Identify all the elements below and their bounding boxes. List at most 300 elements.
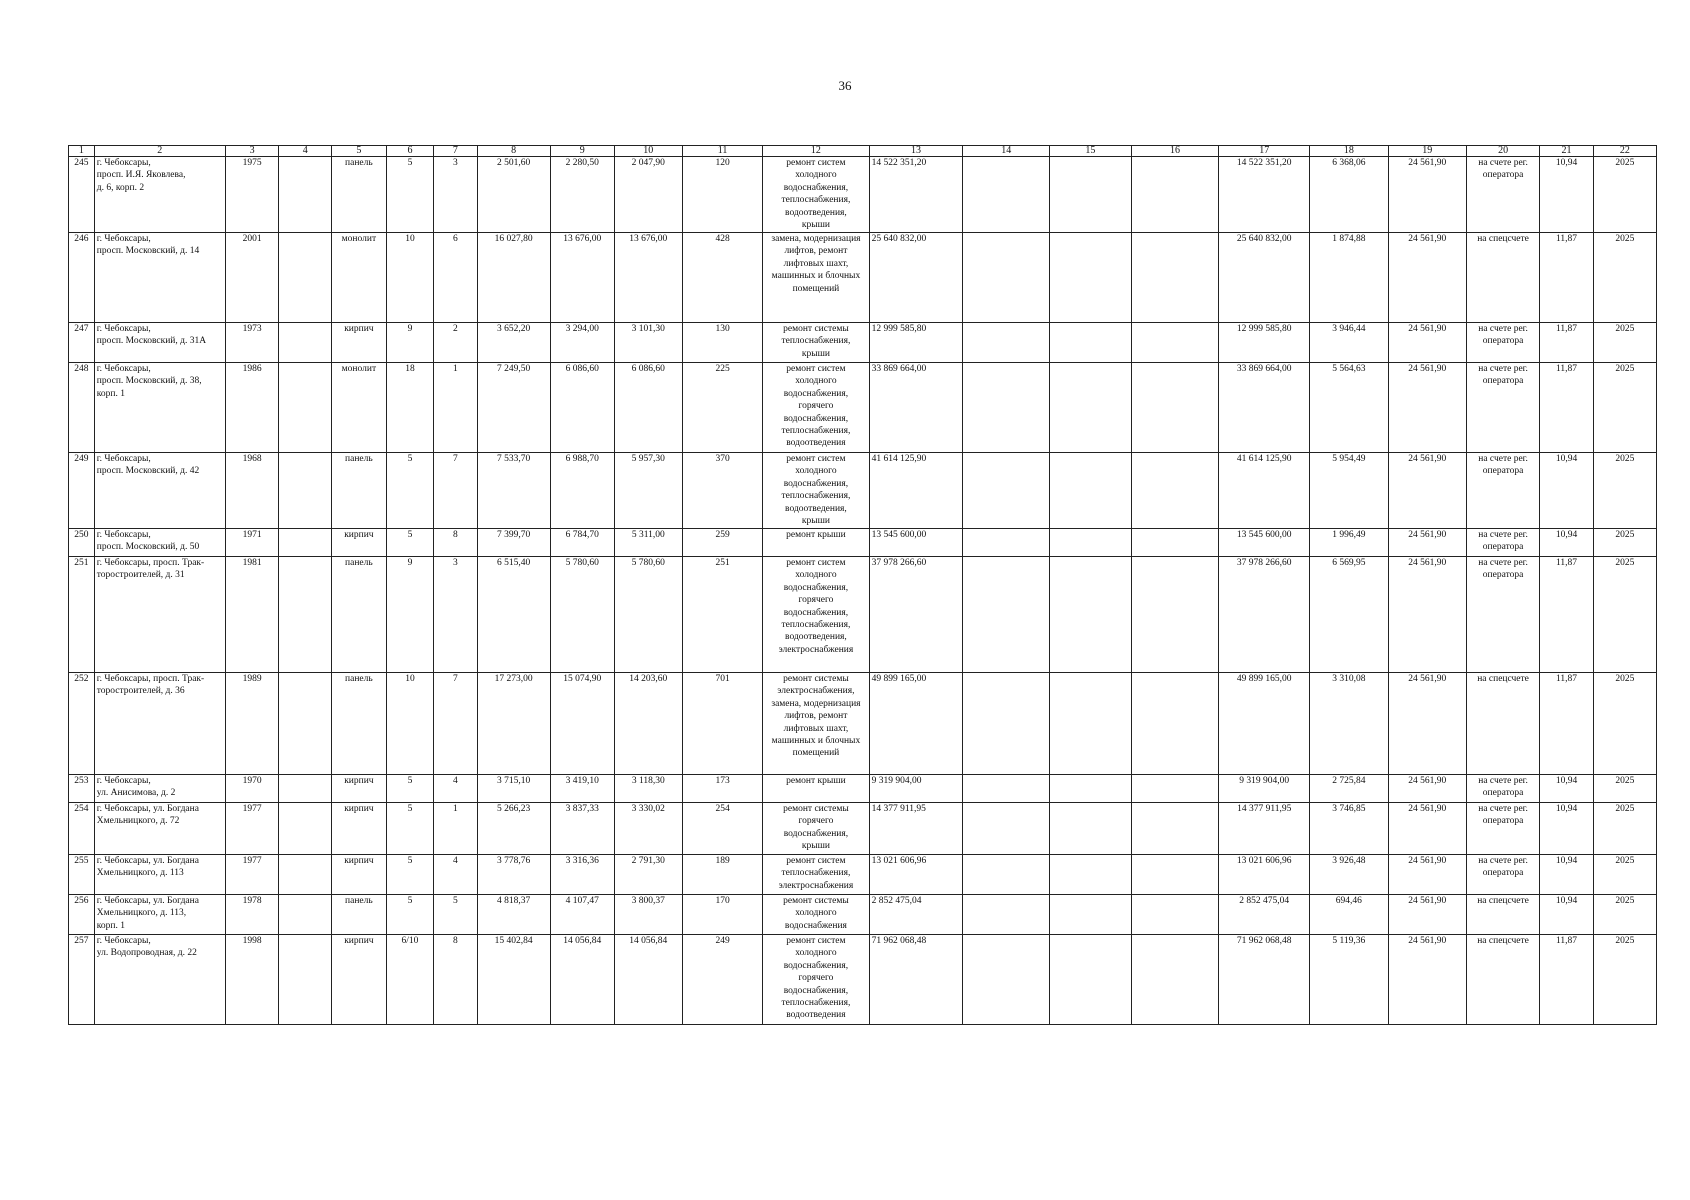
cell-entrances: 3 bbox=[434, 557, 477, 673]
cell-total-cost: 14 377 911,95 bbox=[869, 803, 963, 855]
column-number-10: 10 bbox=[614, 146, 682, 157]
cell-address: г. Чебоксары, просп. Московский, д. 42 bbox=[94, 453, 225, 529]
cell-planned-year: 2025 bbox=[1593, 557, 1656, 673]
cell-planned-year: 2025 bbox=[1593, 453, 1656, 529]
cell-works-list: ремонт систем холодного водоснабжения, теплоснабжения, водоотведения, крыши bbox=[763, 453, 869, 529]
cell-col-15 bbox=[1050, 673, 1132, 775]
cell-row-number: 251 bbox=[69, 557, 95, 673]
cell-residents: 130 bbox=[682, 323, 762, 363]
cell-planned-year: 2025 bbox=[1593, 895, 1656, 935]
cell-address: г. Чебоксары, просп. Трак- тоpостроителей, д. 31 bbox=[94, 557, 225, 673]
cell-max-unit-cost: 24 561,90 bbox=[1388, 453, 1466, 529]
column-number-4: 4 bbox=[279, 146, 332, 157]
cell-row-number: 246 bbox=[69, 233, 95, 323]
table-row bbox=[69, 233, 1657, 323]
column-number-8: 8 bbox=[477, 146, 550, 157]
cell-works-list: ремонт систем холодного водоснабжения, горячего водоснабжения, теплоснабжения, водоотведения bbox=[763, 363, 869, 453]
cell-build-year: 1975 bbox=[225, 157, 279, 233]
cell-wall-material: кирпич bbox=[332, 775, 387, 803]
cell-unit-cost: 3 926,48 bbox=[1310, 855, 1388, 895]
cell-works-list: ремонт крыши bbox=[763, 529, 869, 557]
cell-residential-area: 2 047,90 bbox=[614, 157, 682, 233]
cell-floors: 5 bbox=[386, 157, 433, 233]
cell-col-16 bbox=[1131, 775, 1219, 803]
cell-col-15 bbox=[1050, 803, 1132, 855]
cell-max-unit-cost: 24 561,90 bbox=[1388, 775, 1466, 803]
cell-cost-owners: 71 962 068,48 bbox=[1219, 935, 1310, 1025]
cell-address: г. Чебоксары, просп. Трак- тоpостроителей, д. 36 bbox=[94, 673, 225, 775]
cell-contribution-rate: 11,87 bbox=[1540, 323, 1594, 363]
cell-col-14 bbox=[963, 775, 1050, 803]
cell-residential-area: 3 101,30 bbox=[614, 323, 682, 363]
cell-contribution-rate: 11,87 bbox=[1540, 557, 1594, 673]
cell-wall-material: панель bbox=[332, 895, 387, 935]
cell-residential-area: 14 056,84 bbox=[614, 935, 682, 1025]
cell-cost-owners: 33 869 664,00 bbox=[1219, 363, 1310, 453]
cell-residents: 189 bbox=[682, 855, 762, 895]
cell-build-year: 1977 bbox=[225, 855, 279, 895]
cell-planned-year: 2025 bbox=[1593, 363, 1656, 453]
cell-row-number: 256 bbox=[69, 895, 95, 935]
cell-unit-cost: 6 569,95 bbox=[1310, 557, 1388, 673]
cell-fund-method: на счете рег. оператора bbox=[1466, 803, 1539, 855]
cell-total-area: 7 533,70 bbox=[477, 453, 550, 529]
cell-unit-cost: 5 954,49 bbox=[1310, 453, 1388, 529]
cell-col-4 bbox=[279, 557, 332, 673]
cell-col-4 bbox=[279, 529, 332, 557]
cell-fund-method: на счете рег. оператора bbox=[1466, 323, 1539, 363]
cell-premises-area: 3 316,36 bbox=[550, 855, 614, 895]
cell-unit-cost: 1 874,88 bbox=[1310, 233, 1388, 323]
cell-address: г. Чебоксары, просп. Московский, д. 50 bbox=[94, 529, 225, 557]
cell-total-cost: 13 545 600,00 bbox=[869, 529, 963, 557]
cell-wall-material: кирпич bbox=[332, 529, 387, 557]
column-number-11: 11 bbox=[682, 146, 762, 157]
cell-floors: 5 bbox=[386, 529, 433, 557]
cell-build-year: 1977 bbox=[225, 803, 279, 855]
cell-address: г. Чебоксары, ул. Богдана Хмельницкого, д. 72 bbox=[94, 803, 225, 855]
cell-cost-owners: 41 614 125,90 bbox=[1219, 453, 1310, 529]
cell-works-list: ремонт систем холодного водоснабжения, горячего водоснабжения, теплоснабжения, водоотведения, электроснабжения bbox=[763, 557, 869, 673]
cell-col-14 bbox=[963, 157, 1050, 233]
cell-row-number: 249 bbox=[69, 453, 95, 529]
cell-col-4 bbox=[279, 673, 332, 775]
table-row bbox=[69, 363, 1657, 453]
table-row bbox=[69, 557, 1657, 673]
cell-premises-area: 4 107,47 bbox=[550, 895, 614, 935]
table-row bbox=[69, 855, 1657, 895]
cell-cost-owners: 13 021 606,96 bbox=[1219, 855, 1310, 895]
cell-max-unit-cost: 24 561,90 bbox=[1388, 157, 1466, 233]
cell-residents: 173 bbox=[682, 775, 762, 803]
cell-contribution-rate: 10,94 bbox=[1540, 855, 1594, 895]
cell-col-15 bbox=[1050, 323, 1132, 363]
cell-wall-material: панель bbox=[332, 453, 387, 529]
cell-col-15 bbox=[1050, 557, 1132, 673]
cell-premises-area: 5 780,60 bbox=[550, 557, 614, 673]
cell-residents: 259 bbox=[682, 529, 762, 557]
cell-residents: 370 bbox=[682, 453, 762, 529]
cell-wall-material: кирпич bbox=[332, 855, 387, 895]
cell-col-4 bbox=[279, 803, 332, 855]
cell-planned-year: 2025 bbox=[1593, 529, 1656, 557]
column-number-12: 12 bbox=[763, 146, 869, 157]
cell-fund-method: на счете рег. оператора bbox=[1466, 363, 1539, 453]
cell-col-4 bbox=[279, 935, 332, 1025]
cell-residents: 225 bbox=[682, 363, 762, 453]
cell-planned-year: 2025 bbox=[1593, 673, 1656, 775]
page-number: 36 bbox=[838, 78, 852, 93]
cell-residential-area: 5 957,30 bbox=[614, 453, 682, 529]
cell-residential-area: 13 676,00 bbox=[614, 233, 682, 323]
cell-entrances: 7 bbox=[434, 453, 477, 529]
cell-total-area: 6 515,40 bbox=[477, 557, 550, 673]
cell-col-4 bbox=[279, 233, 332, 323]
cell-row-number: 247 bbox=[69, 323, 95, 363]
cell-cost-owners: 12 999 585,80 bbox=[1219, 323, 1310, 363]
cell-contribution-rate: 10,94 bbox=[1540, 775, 1594, 803]
cell-total-cost: 71 962 068,48 bbox=[869, 935, 963, 1025]
cell-entrances: 2 bbox=[434, 323, 477, 363]
cell-residential-area: 2 791,30 bbox=[614, 855, 682, 895]
cell-address: г. Чебоксары, просп. И.Я. Яковлева, д. 6, корп. 2 bbox=[94, 157, 225, 233]
cell-cost-owners: 2 852 475,04 bbox=[1219, 895, 1310, 935]
cell-floors: 5 bbox=[386, 895, 433, 935]
table-row bbox=[69, 323, 1657, 363]
cell-address: г. Чебоксары, ул. Анисимова, д. 2 bbox=[94, 775, 225, 803]
cell-contribution-rate: 11,87 bbox=[1540, 935, 1594, 1025]
table-row bbox=[69, 673, 1657, 775]
cell-premises-area: 6 086,60 bbox=[550, 363, 614, 453]
cell-premises-area: 2 280,50 bbox=[550, 157, 614, 233]
cell-build-year: 2001 bbox=[225, 233, 279, 323]
cell-residents: 249 bbox=[682, 935, 762, 1025]
cell-floors: 6/10 bbox=[386, 935, 433, 1025]
cell-residential-area: 14 203,60 bbox=[614, 673, 682, 775]
cell-floors: 18 bbox=[386, 363, 433, 453]
cell-build-year: 1971 bbox=[225, 529, 279, 557]
cell-total-cost: 37 978 266,60 bbox=[869, 557, 963, 673]
cell-build-year: 1989 bbox=[225, 673, 279, 775]
table-row bbox=[69, 803, 1657, 855]
cell-col-14 bbox=[963, 895, 1050, 935]
cell-floors: 9 bbox=[386, 323, 433, 363]
cell-max-unit-cost: 24 561,90 bbox=[1388, 855, 1466, 895]
cell-planned-year: 2025 bbox=[1593, 935, 1656, 1025]
cell-col-4 bbox=[279, 855, 332, 895]
column-number-1: 1 bbox=[69, 146, 95, 157]
cell-entrances: 5 bbox=[434, 895, 477, 935]
cell-row-number: 253 bbox=[69, 775, 95, 803]
cell-total-area: 7 399,70 bbox=[477, 529, 550, 557]
cell-address: г. Чебоксары, ул. Водопроводная, д. 22 bbox=[94, 935, 225, 1025]
cell-wall-material: монолит bbox=[332, 363, 387, 453]
column-number-14: 14 bbox=[963, 146, 1050, 157]
cell-max-unit-cost: 24 561,90 bbox=[1388, 363, 1466, 453]
cell-col-4 bbox=[279, 895, 332, 935]
cell-col-15 bbox=[1050, 855, 1132, 895]
cell-cost-owners: 37 978 266,60 bbox=[1219, 557, 1310, 673]
cell-col-4 bbox=[279, 157, 332, 233]
cell-works-list: ремонт системы горячего водоснабжения, крыши bbox=[763, 803, 869, 855]
cell-col-16 bbox=[1131, 855, 1219, 895]
cell-col-15 bbox=[1050, 529, 1132, 557]
cell-total-cost: 12 999 585,80 bbox=[869, 323, 963, 363]
column-number-9: 9 bbox=[550, 146, 614, 157]
cell-col-16 bbox=[1131, 529, 1219, 557]
cell-total-cost: 33 869 664,00 bbox=[869, 363, 963, 453]
cell-total-cost: 2 852 475,04 bbox=[869, 895, 963, 935]
cell-total-area: 3 715,10 bbox=[477, 775, 550, 803]
cell-col-16 bbox=[1131, 157, 1219, 233]
cell-col-16 bbox=[1131, 323, 1219, 363]
cell-total-area: 15 402,84 bbox=[477, 935, 550, 1025]
cell-total-area: 7 249,50 bbox=[477, 363, 550, 453]
cell-fund-method: на счете рег. оператора bbox=[1466, 775, 1539, 803]
cell-total-cost: 25 640 832,00 bbox=[869, 233, 963, 323]
cell-residential-area: 3 330,02 bbox=[614, 803, 682, 855]
cell-fund-method: на счете рег. оператора bbox=[1466, 529, 1539, 557]
cell-col-14 bbox=[963, 935, 1050, 1025]
cell-row-number: 245 bbox=[69, 157, 95, 233]
column-number-19: 19 bbox=[1388, 146, 1466, 157]
cell-residential-area: 5 311,00 bbox=[614, 529, 682, 557]
cell-residents: 120 bbox=[682, 157, 762, 233]
cell-col-15 bbox=[1050, 233, 1132, 323]
cell-floors: 5 bbox=[386, 803, 433, 855]
cell-cost-owners: 13 545 600,00 bbox=[1219, 529, 1310, 557]
cell-max-unit-cost: 24 561,90 bbox=[1388, 529, 1466, 557]
cell-wall-material: панель bbox=[332, 557, 387, 673]
cell-col-14 bbox=[963, 529, 1050, 557]
cell-total-area: 3 652,20 bbox=[477, 323, 550, 363]
cell-build-year: 1968 bbox=[225, 453, 279, 529]
cell-fund-method: на счете рег. оператора bbox=[1466, 855, 1539, 895]
column-number-13: 13 bbox=[869, 146, 963, 157]
cell-col-15 bbox=[1050, 453, 1132, 529]
cell-unit-cost: 694,46 bbox=[1310, 895, 1388, 935]
cell-build-year: 1981 bbox=[225, 557, 279, 673]
cell-max-unit-cost: 24 561,90 bbox=[1388, 323, 1466, 363]
cell-entrances: 8 bbox=[434, 529, 477, 557]
cell-cost-owners: 49 899 165,00 bbox=[1219, 673, 1310, 775]
cell-build-year: 1973 bbox=[225, 323, 279, 363]
cell-col-16 bbox=[1131, 363, 1219, 453]
cell-premises-area: 3 294,00 bbox=[550, 323, 614, 363]
cell-unit-cost: 3 746,85 bbox=[1310, 803, 1388, 855]
cell-total-cost: 41 614 125,90 bbox=[869, 453, 963, 529]
column-number-17: 17 bbox=[1219, 146, 1310, 157]
table-row bbox=[69, 453, 1657, 529]
cell-premises-area: 14 056,84 bbox=[550, 935, 614, 1025]
cell-planned-year: 2025 bbox=[1593, 323, 1656, 363]
cell-col-14 bbox=[963, 363, 1050, 453]
cell-max-unit-cost: 24 561,90 bbox=[1388, 895, 1466, 935]
cell-row-number: 252 bbox=[69, 673, 95, 775]
cell-col-15 bbox=[1050, 935, 1132, 1025]
cell-works-list: ремонт крыши bbox=[763, 775, 869, 803]
cell-max-unit-cost: 24 561,90 bbox=[1388, 673, 1466, 775]
cell-planned-year: 2025 bbox=[1593, 775, 1656, 803]
table-body bbox=[69, 157, 1657, 1025]
cell-row-number: 248 bbox=[69, 363, 95, 453]
cell-row-number: 254 bbox=[69, 803, 95, 855]
cell-premises-area: 6 784,70 bbox=[550, 529, 614, 557]
cell-contribution-rate: 10,94 bbox=[1540, 803, 1594, 855]
cell-col-15 bbox=[1050, 775, 1132, 803]
cell-col-16 bbox=[1131, 233, 1219, 323]
cell-contribution-rate: 10,94 bbox=[1540, 895, 1594, 935]
cell-premises-area: 13 676,00 bbox=[550, 233, 614, 323]
cell-residents: 428 bbox=[682, 233, 762, 323]
table-row bbox=[69, 157, 1657, 233]
cell-floors: 10 bbox=[386, 233, 433, 323]
cell-contribution-rate: 11,87 bbox=[1540, 673, 1594, 775]
cell-address: г. Чебоксары, ул. Богдана Хмельницкого, д. 113, корп. 1 bbox=[94, 895, 225, 935]
cell-build-year: 1970 bbox=[225, 775, 279, 803]
cell-residents: 254 bbox=[682, 803, 762, 855]
table-row bbox=[69, 935, 1657, 1025]
cell-contribution-rate: 11,87 bbox=[1540, 233, 1594, 323]
cell-residential-area: 3 118,30 bbox=[614, 775, 682, 803]
cell-works-list: ремонт систем теплоснабжения, электроснабжения bbox=[763, 855, 869, 895]
cell-planned-year: 2025 bbox=[1593, 855, 1656, 895]
column-number-row bbox=[69, 146, 1657, 157]
cell-cost-owners: 14 377 911,95 bbox=[1219, 803, 1310, 855]
cell-wall-material: панель bbox=[332, 157, 387, 233]
column-number-18: 18 bbox=[1310, 146, 1388, 157]
cell-max-unit-cost: 24 561,90 bbox=[1388, 803, 1466, 855]
cell-works-list: замена, модернизация лифтов, ремонт лифтовых шахт, машинных и блочных помещений bbox=[763, 233, 869, 323]
cell-fund-method: на счете рег. оператора bbox=[1466, 557, 1539, 673]
cell-col-16 bbox=[1131, 803, 1219, 855]
table-row bbox=[69, 895, 1657, 935]
cell-fund-method: на счете рег. оператора bbox=[1466, 157, 1539, 233]
cell-build-year: 1978 bbox=[225, 895, 279, 935]
cell-residents: 251 bbox=[682, 557, 762, 673]
cell-address: г. Чебоксары, просп. Московский, д. 14 bbox=[94, 233, 225, 323]
cell-col-16 bbox=[1131, 557, 1219, 673]
cell-col-4 bbox=[279, 453, 332, 529]
cell-premises-area: 3 419,10 bbox=[550, 775, 614, 803]
column-number-21: 21 bbox=[1540, 146, 1594, 157]
cell-residents: 170 bbox=[682, 895, 762, 935]
cell-residential-area: 5 780,60 bbox=[614, 557, 682, 673]
cell-fund-method: на спецсчете bbox=[1466, 673, 1539, 775]
cell-floors: 5 bbox=[386, 855, 433, 895]
cell-row-number: 257 bbox=[69, 935, 95, 1025]
cell-entrances: 3 bbox=[434, 157, 477, 233]
cell-unit-cost: 5 119,36 bbox=[1310, 935, 1388, 1025]
cell-row-number: 250 bbox=[69, 529, 95, 557]
cell-col-14 bbox=[963, 557, 1050, 673]
column-number-3: 3 bbox=[225, 146, 279, 157]
column-number-7: 7 bbox=[434, 146, 477, 157]
cell-col-16 bbox=[1131, 895, 1219, 935]
column-number-6: 6 bbox=[386, 146, 433, 157]
cell-works-list: ремонт систем холодного водоснабжения, горячего водоснабжения, теплоснабжения, водоотведения bbox=[763, 935, 869, 1025]
cell-unit-cost: 6 368,06 bbox=[1310, 157, 1388, 233]
cell-total-cost: 13 021 606,96 bbox=[869, 855, 963, 895]
cell-col-16 bbox=[1131, 673, 1219, 775]
cell-fund-method: на счете рег. оператора bbox=[1466, 453, 1539, 529]
cell-col-15 bbox=[1050, 895, 1132, 935]
cell-col-14 bbox=[963, 233, 1050, 323]
cell-col-14 bbox=[963, 855, 1050, 895]
cell-floors: 9 bbox=[386, 557, 433, 673]
cell-works-list: ремонт системы электроснабжения, замена, модернизация лифтов, ремонт лифтовых шахт, машинных и блочных помещений bbox=[763, 673, 869, 775]
cell-entrances: 1 bbox=[434, 363, 477, 453]
cell-floors: 5 bbox=[386, 453, 433, 529]
cell-planned-year: 2025 bbox=[1593, 233, 1656, 323]
cell-entrances: 6 bbox=[434, 233, 477, 323]
cell-entrances: 4 bbox=[434, 855, 477, 895]
cell-wall-material: кирпич bbox=[332, 323, 387, 363]
table-row bbox=[69, 529, 1657, 557]
cell-fund-method: на спецсчете bbox=[1466, 233, 1539, 323]
cell-col-14 bbox=[963, 323, 1050, 363]
cell-fund-method: на спецсчете bbox=[1466, 935, 1539, 1025]
cell-premises-area: 6 988,70 bbox=[550, 453, 614, 529]
cell-floors: 10 bbox=[386, 673, 433, 775]
cell-max-unit-cost: 24 561,90 bbox=[1388, 233, 1466, 323]
column-number-5: 5 bbox=[332, 146, 387, 157]
cell-address: г. Чебоксары, просп. Московский, д. 38, корп. 1 bbox=[94, 363, 225, 453]
column-number-20: 20 bbox=[1466, 146, 1539, 157]
cell-total-area: 17 273,00 bbox=[477, 673, 550, 775]
cell-contribution-rate: 11,87 bbox=[1540, 363, 1594, 453]
cell-floors: 5 bbox=[386, 775, 433, 803]
cell-cost-owners: 25 640 832,00 bbox=[1219, 233, 1310, 323]
cell-entrances: 8 bbox=[434, 935, 477, 1025]
cell-cost-owners: 9 319 904,00 bbox=[1219, 775, 1310, 803]
cell-entrances: 7 bbox=[434, 673, 477, 775]
column-number-16: 16 bbox=[1131, 146, 1219, 157]
cell-works-list: ремонт системы холодного водоснабжения bbox=[763, 895, 869, 935]
cell-fund-method: на спецсчете bbox=[1466, 895, 1539, 935]
cell-col-4 bbox=[279, 363, 332, 453]
cell-wall-material: кирпич bbox=[332, 935, 387, 1025]
cell-residents: 701 bbox=[682, 673, 762, 775]
cell-planned-year: 2025 bbox=[1593, 803, 1656, 855]
cell-wall-material: монолит bbox=[332, 233, 387, 323]
cell-max-unit-cost: 24 561,90 bbox=[1388, 935, 1466, 1025]
cell-address: г. Чебоксары, ул. Богдана Хмельницкого, д. 113 bbox=[94, 855, 225, 895]
cell-unit-cost: 5 564,63 bbox=[1310, 363, 1388, 453]
cell-works-list: ремонт системы теплоснабжения, крыши bbox=[763, 323, 869, 363]
cell-build-year: 1986 bbox=[225, 363, 279, 453]
table-row bbox=[69, 775, 1657, 803]
cell-planned-year: 2025 bbox=[1593, 157, 1656, 233]
cell-row-number: 255 bbox=[69, 855, 95, 895]
cell-col-4 bbox=[279, 323, 332, 363]
cell-residential-area: 6 086,60 bbox=[614, 363, 682, 453]
cell-entrances: 1 bbox=[434, 803, 477, 855]
cell-contribution-rate: 10,94 bbox=[1540, 453, 1594, 529]
cell-contribution-rate: 10,94 bbox=[1540, 529, 1594, 557]
column-number-22: 22 bbox=[1593, 146, 1656, 157]
cell-entrances: 4 bbox=[434, 775, 477, 803]
cell-premises-area: 15 074,90 bbox=[550, 673, 614, 775]
cell-total-cost: 49 899 165,00 bbox=[869, 673, 963, 775]
cell-wall-material: кирпич bbox=[332, 803, 387, 855]
cell-wall-material: панель bbox=[332, 673, 387, 775]
cell-build-year: 1998 bbox=[225, 935, 279, 1025]
cell-col-14 bbox=[963, 673, 1050, 775]
cell-total-area: 5 266,23 bbox=[477, 803, 550, 855]
cell-col-15 bbox=[1050, 157, 1132, 233]
cell-unit-cost: 3 946,44 bbox=[1310, 323, 1388, 363]
